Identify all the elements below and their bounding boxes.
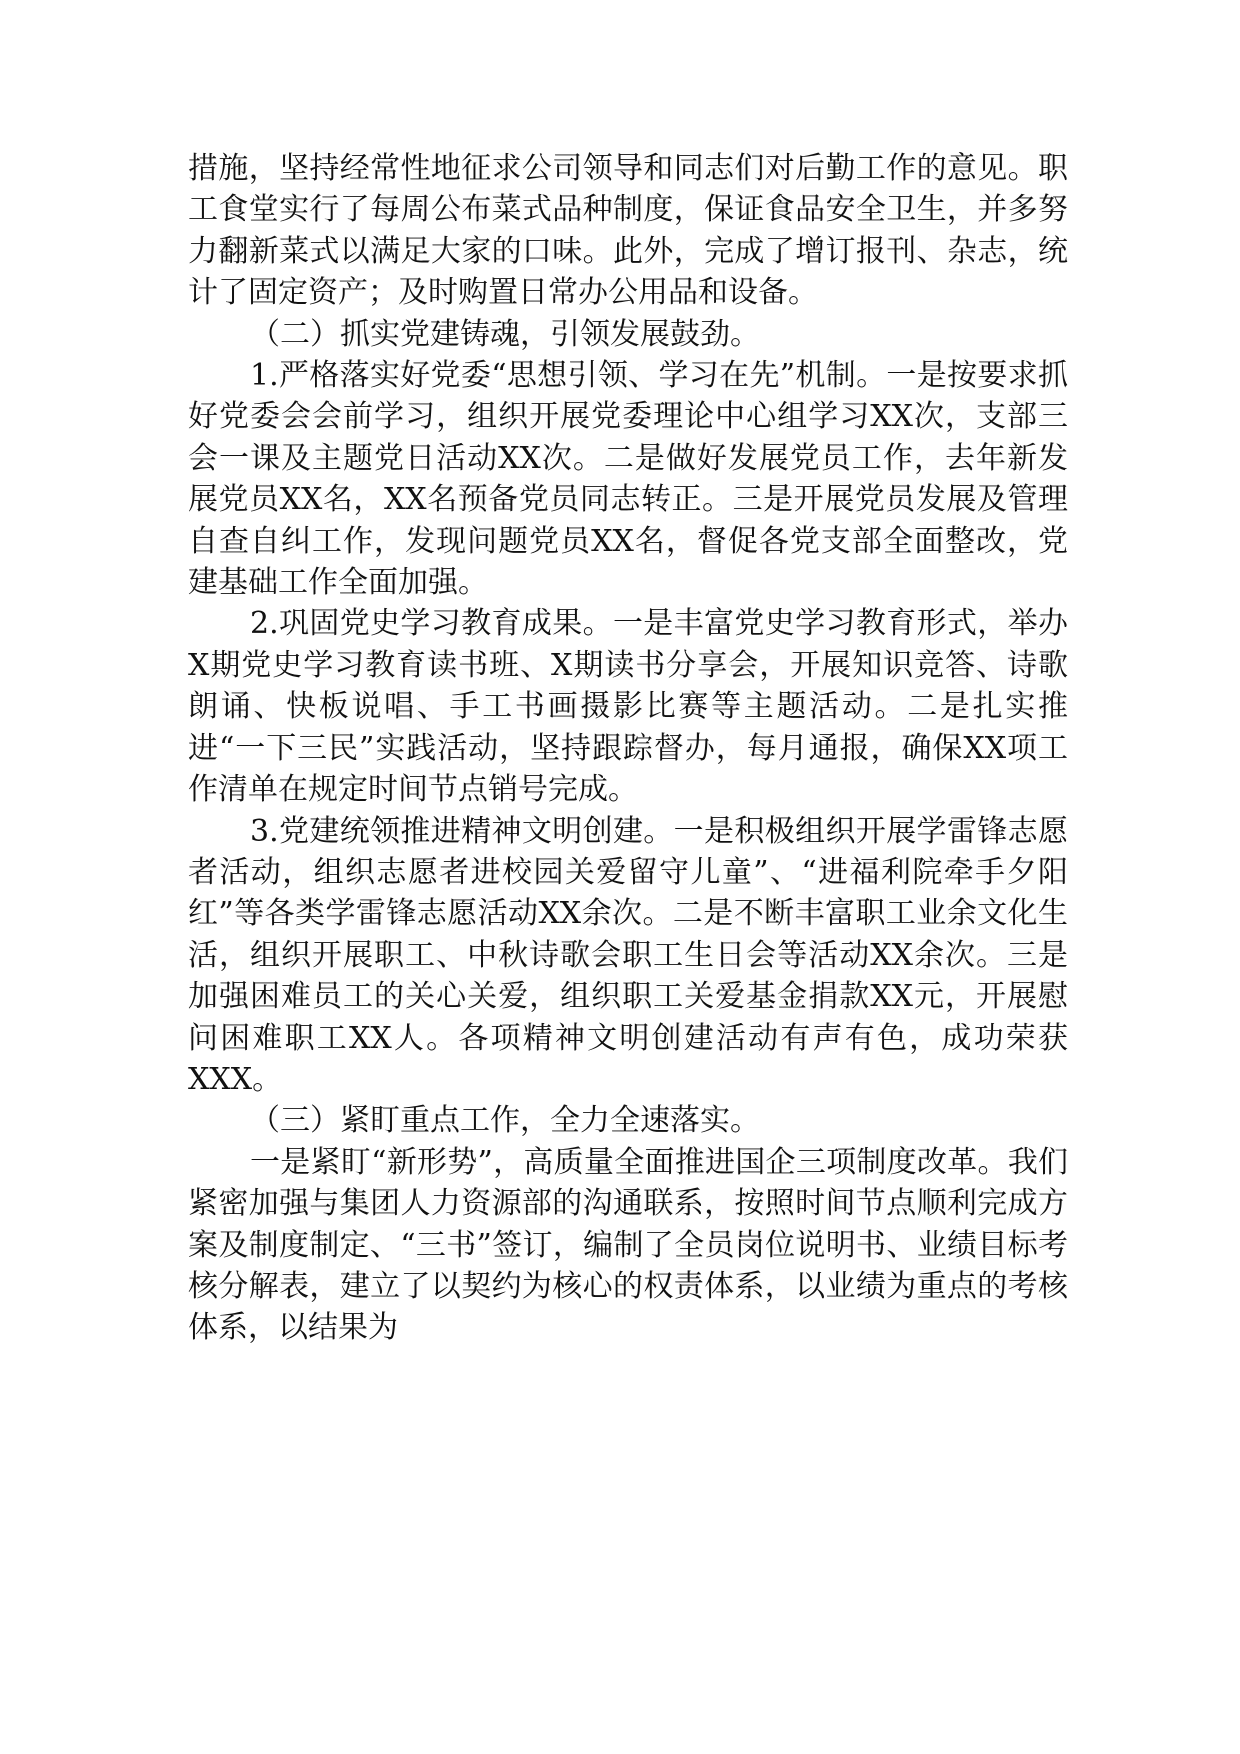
paragraph-soe-reform: 一是紧盯“新形势”，高质量全面推进国企三项制度改革。我们紧密加强与集团人力资源部的沟通联系，按照时间节点顺利完成方案及制度制定、“三书”签订，编制了全员岗位说明书、业绩目标考核分解表，建立了以契约为核心的权责体系，以业绩为重点的考核体系，以结果为 xyxy=(188,1144,1068,1346)
section-heading-key-work: （三）紧盯重点工作，全力全速落实。 xyxy=(250,1103,760,1139)
paragraph-spiritual-civilization: 3.党建统领推进精神文明创建。一是积极组织开展学雷锋志愿者活动，组织志愿者进校园关爱留守儿童”、“进福利院牵手夕阳红”等各类学雷锋志愿活动XX余次。二是不断丰富职工业余文化生活，组织开展职工、中秋诗歌会职工生日会等活动XX余次。三是加强困难员工的关心关爱，组织职工关爱基金捐款XX元，开展慰问困难职工XX人。各项精神文明创建活动有声有色，成功荣获XXX。 xyxy=(188,813,1068,1097)
paragraph-party-committee-mechanism: 1.严格落实好党委“思想引领、学习在先”机制。一是按要求抓好党委会会前学习，组织开展党委理论中心组学习XX次，支部三会一课及主题党日活动XX次。二是做好发展党员工作，去年新发展党员XX名，XX名预备党员同志转正。三是开展党员发展及管理自查自纠工作，发现问题党员XX名，督促各党支部全面整改，党建基础工作全面加强。 xyxy=(188,358,1068,601)
section-heading-party-building: （二）抓实党建铸魂，引领发展鼓劲。 xyxy=(250,316,760,352)
paragraph-logistics-continued: 措施，坚持经常性地征求公司领导和同志们对后勤工作的意见。职工食堂实行了每周公布菜式品种制度，保证食品安全卫生，并多努力翻新菜式以满足大家的口味。此外，完成了增订报刊、杂志，统计了固定资产；及时购置日常办公用品和设备。 xyxy=(188,151,1068,311)
paragraph-party-history-education: 2.巩固党史学习教育成果。一是丰富党史学习教育形式，举办X期党史学习教育读书班、X期读书分享会，开展知识竞答、诗歌朗诵、快板说唱、手工书画摄影比赛等主题活动。二是扎实推进“一下三民”实践活动，坚持跟踪督办，每月通报，确保XX项工作清单在规定时间节点销号完成。 xyxy=(188,606,1068,808)
document-body xyxy=(188,148,1068,1349)
